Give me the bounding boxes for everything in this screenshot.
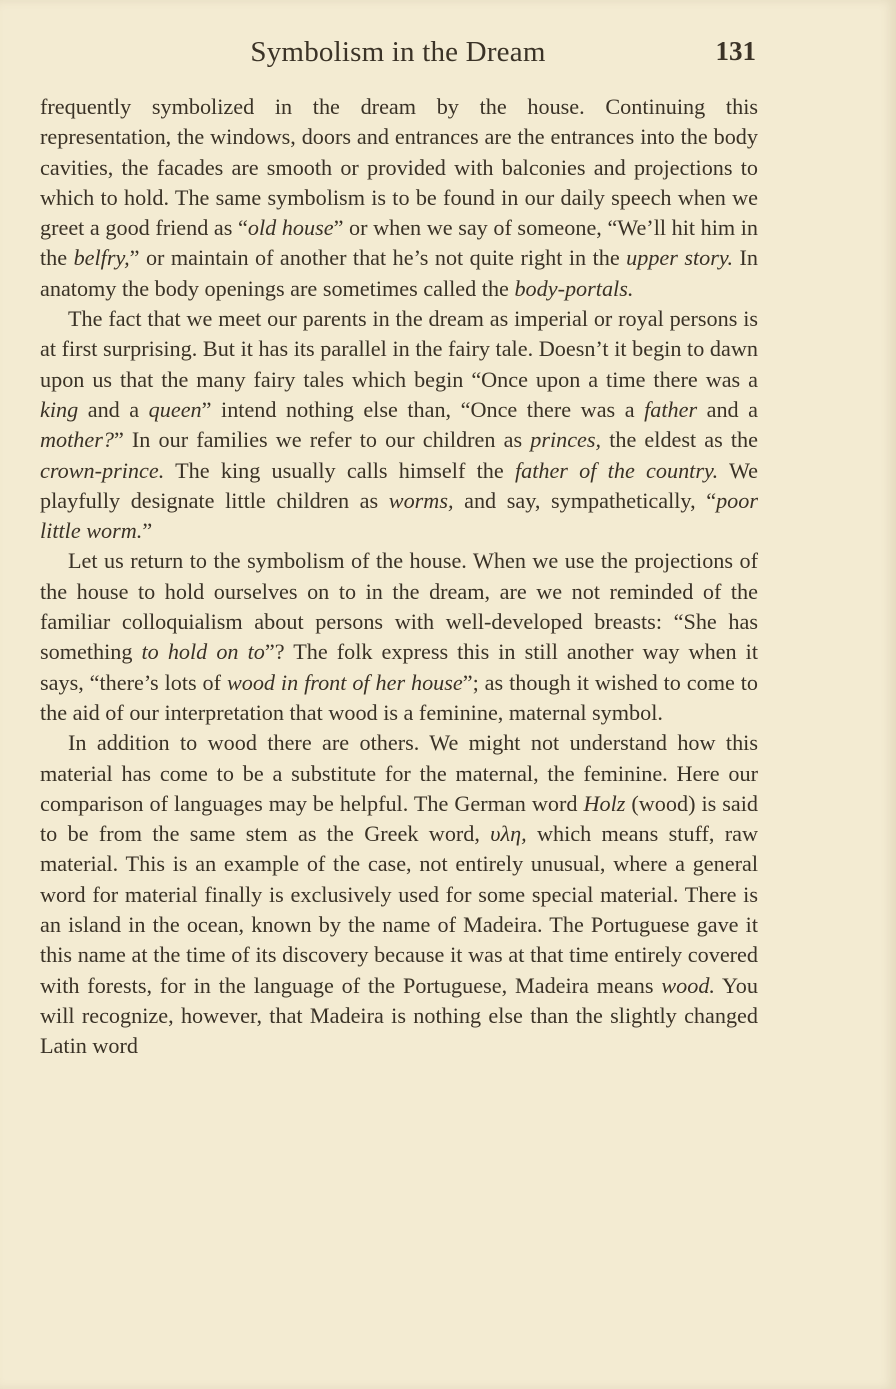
running-title: Symbolism in the Dream — [250, 36, 546, 68]
italic-text-segment: king — [40, 396, 79, 422]
italic-text-segment: υλη, — [490, 821, 527, 847]
italic-text-segment: Holz — [583, 790, 626, 816]
paragraph — [40, 546, 758, 728]
italic-text-segment: wood in front of her house — [226, 669, 463, 695]
italic-text-segment: wood. — [661, 972, 715, 998]
text-segment: Let us return to the symbolism of the house. When we use the projections of the house to hold ourselves on to in the dream, are we not reminded of the familiar colloquialism about persons with well-developed breasts: “She has something — [40, 548, 758, 665]
page-number: 131 — [715, 36, 756, 66]
italic-text-segment: upper story. — [626, 245, 734, 271]
text-segment: We playfully designate little children as — [40, 457, 758, 513]
text-segment: and say, sympathetically, “ — [453, 487, 717, 513]
italic-text-segment: old house — [247, 215, 334, 241]
italic-text-segment: father of the country. — [514, 457, 719, 483]
text-segment: The king usually calls himself the — [164, 457, 515, 483]
text-segment: the eldest as the — [601, 427, 758, 453]
text-segment: ”; as though it wished to come to the aid of our interpretation that wood is a feminine, maternal symbol. — [40, 669, 758, 725]
text-segment: and a — [78, 396, 149, 422]
italic-text-segment: princes, — [530, 427, 602, 453]
text-segment: In anatomy the body openings are sometimes called the — [40, 245, 759, 301]
italic-text-segment: father — [644, 396, 698, 422]
text-segment: The fact that we meet our parents in the dream as imperial or royal persons is at first surprising. But it has its parallel in the fairy tale. Doesn’t it begin to dawn upon us that the many fairy tales which begin “Once upon a time there was a — [40, 306, 758, 392]
text-segment: (wood) is said to be from the same stem as the Greek word, — [40, 790, 759, 847]
page-header — [40, 30, 756, 76]
text-segment: ” or when we say of someone, “We’ll hit him in the — [40, 215, 758, 271]
text-segment: frequently symbolized in the dream by the house. Continuing this representation, the windows, doors and entrances are the entrances into the body cavities, the facades are smooth or provided with balconies and projections to which to hold. The same symbolism is to be found in our daily speech when we greet a good friend as “ — [40, 94, 758, 241]
text-segment: ” In our families we refer to our children as — [113, 427, 531, 453]
text-segment: You will recognize, however, that Madeira is nothing else than the slightly changed Latin word — [40, 972, 758, 1059]
italic-text-segment: mother? — [40, 427, 114, 453]
italic-text-segment: to hold on to — [141, 639, 265, 665]
text-segment: In addition to wood there are others. We might not understand how this material has come to be a substitute for the maternal, the feminine. Here our comparison of languages may be helpful. The German word — [40, 730, 758, 816]
text-segment: ” — [142, 518, 153, 544]
text-segment: ”? The folk express this in still another way when it says, “there’s lots of — [40, 639, 758, 695]
text-segment: ” or maintain of another that he’s not quite right in the — [129, 245, 627, 271]
italic-text-segment: belfry, — [73, 245, 130, 271]
italic-text-segment: queen — [148, 396, 202, 422]
paragraph — [40, 304, 758, 546]
italic-text-segment: worms, — [388, 487, 454, 513]
text-segment: which means stuff, raw material. This is an example of the case, not entirely unusual, where a general word for material finally is exclusively used for some special material. There is an island in the ocean, known by the name of Madeira. The Portuguese gave it this name at the time of its discovery because it was at that time entirely covered with forests, for in the language of the Portuguese, Madeira means — [40, 821, 758, 998]
text-segment: ” intend nothing else than, “Once there was a — [201, 396, 645, 422]
paragraph — [40, 728, 758, 1061]
text-segment: and a — [697, 396, 759, 422]
italic-text-segment: poor little worm. — [40, 487, 758, 544]
body-text — [40, 92, 758, 1062]
italic-text-segment: body-portals. — [514, 275, 634, 301]
paragraph — [40, 92, 758, 304]
italic-text-segment: crown-prince. — [40, 457, 165, 483]
